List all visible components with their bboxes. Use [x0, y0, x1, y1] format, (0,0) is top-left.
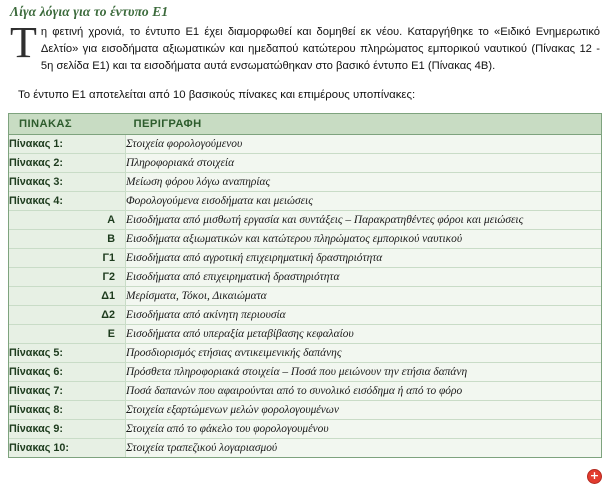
section-title: Λίγα λόγια για το έντυπο Ε1	[10, 4, 169, 19]
table-cell-perigrafi: Εισοδήματα από επιχειρηματική δραστηριότητα	[126, 268, 602, 287]
table-cell-perigrafi: Μερίσματα, Τόκοι, Δικαιώματα	[126, 287, 602, 306]
table-row	[9, 420, 601, 439]
table-head	[9, 114, 601, 135]
table-row	[9, 268, 601, 287]
table-cell-pinakas: Α	[9, 211, 126, 230]
table-header-row	[9, 114, 601, 135]
table-cell-pinakas: Πίνακας 8:	[9, 401, 126, 420]
intro-paragraph	[10, 18, 600, 75]
table-row	[9, 401, 601, 420]
plus-circle-icon[interactable]	[587, 469, 602, 484]
table-cell-pinakas: Ε	[9, 325, 126, 344]
table-row	[9, 173, 601, 192]
table-cell-pinakas: Δ1	[9, 287, 126, 306]
plus-glyph: +	[589, 469, 600, 482]
table-cell-pinakas: Πίνακας 4:	[9, 192, 126, 211]
table-row	[9, 230, 601, 249]
table-row	[9, 382, 601, 401]
table-row	[9, 211, 601, 230]
table-cell-perigrafi: Εισοδήματα από αγροτική επιχειρηματική δραστηριότητα	[126, 249, 602, 268]
table-row	[9, 249, 601, 268]
e1-table	[9, 114, 601, 457]
table-cell-pinakas: Πίνακας 6:	[9, 363, 126, 382]
table-cell-perigrafi: Στοιχεία από το φάκελο του φορολογουμένου	[126, 420, 602, 439]
e1-table-container	[8, 113, 602, 458]
table-row	[9, 439, 601, 458]
table-cell-perigrafi: Εισοδήματα από ακίνητη περιουσία	[126, 306, 602, 325]
table-row	[9, 154, 601, 173]
table-row	[9, 192, 601, 211]
table-cell-perigrafi: Φορολογούμενα εισοδήματα και μειώσεις	[126, 192, 602, 211]
table-row	[9, 344, 601, 363]
table-cell-pinakas: Πίνακας 7:	[9, 382, 126, 401]
table-row	[9, 287, 601, 306]
table-cell-pinakas: Δ2	[9, 306, 126, 325]
intro-text: η φετινή χρονιά, το έντυπο Ε1 έχει διαμορφωθεί και δομηθεί εκ νέου. Καταργήθηκε το «Ειδικό Ενημερωτικό Δελτίο» για εισοδήματα αξιωματικών και ημεδαπού κατώτερου πληρώματος εμπορικού ναυτικού (Πίνακας 12 - 5η σελίδα Ε1) και τα εισοδήματα αυτά ενσωματώθηκαν στο βασικό έντυπο Ε1 (Πίνακας 4Β).	[40, 26, 600, 72]
drop-cap: Τ	[10, 18, 37, 67]
table-body	[9, 135, 601, 458]
table-cell-perigrafi: Ποσά δαπανών που αφαιρούνται από το συνολικό εισόδημα ή από το φόρο	[126, 382, 602, 401]
table-row	[9, 363, 601, 382]
table-cell-pinakas: Β	[9, 230, 126, 249]
table-cell-pinakas: Πίνακας 1:	[9, 135, 126, 154]
table-cell-perigrafi: Στοιχεία φορολογούμενου	[126, 135, 602, 154]
table-row	[9, 306, 601, 325]
table-cell-perigrafi: Πρόσθετα πληροφοριακά στοιχεία – Ποσά που μειώνουν την ετήσια δαπάνη	[126, 363, 602, 382]
table-cell-perigrafi: Εισοδήματα από υπεραξία μεταβίβασης κεφαλαίου	[126, 325, 602, 344]
table-row	[9, 135, 601, 154]
table-cell-perigrafi: Μείωση φόρου λόγω αναπηρίας	[126, 173, 602, 192]
table-cell-pinakas: Πίνακας 10:	[9, 439, 126, 458]
table-cell-pinakas: Γ1	[9, 249, 126, 268]
column-header-pinakas: ΠΙΝΑΚΑΣ	[9, 114, 126, 135]
table-cell-perigrafi: Εισοδήματα αξιωματικών και κατώτερου πληρώματος εμπορικού ναυτικού	[126, 230, 602, 249]
table-cell-pinakas: Πίνακας 9:	[9, 420, 126, 439]
column-header-perigrafi: ΠΕΡΙΓΡΑΦΗ	[126, 114, 602, 135]
lead-paragraph: Το έντυπο Ε1 αποτελείται από 10 βασικούς πίνακες και επιμέρους υποπίνακες:	[18, 89, 416, 101]
table-cell-pinakas: Πίνακας 2:	[9, 154, 126, 173]
table-row	[9, 325, 601, 344]
table-cell-perigrafi: Προσδιορισμός ετήσιας αντικειμενικής δαπάνης	[126, 344, 602, 363]
table-cell-perigrafi: Στοιχεία τραπεζικού λογαριασμού	[126, 439, 602, 458]
table-cell-pinakas: Πίνακας 5:	[9, 344, 126, 363]
table-cell-pinakas: Γ2	[9, 268, 126, 287]
table-cell-pinakas: Πίνακας 3:	[9, 173, 126, 192]
table-cell-perigrafi: Στοιχεία εξαρτώμενων μελών φορολογουμένων	[126, 401, 602, 420]
table-cell-perigrafi: Πληροφοριακά στοιχεία	[126, 154, 602, 173]
table-cell-perigrafi: Εισοδήματα από μισθωτή εργασία και συντάξεις – Παρακρατηθέντες φόροι και μειώσεις	[126, 211, 602, 230]
